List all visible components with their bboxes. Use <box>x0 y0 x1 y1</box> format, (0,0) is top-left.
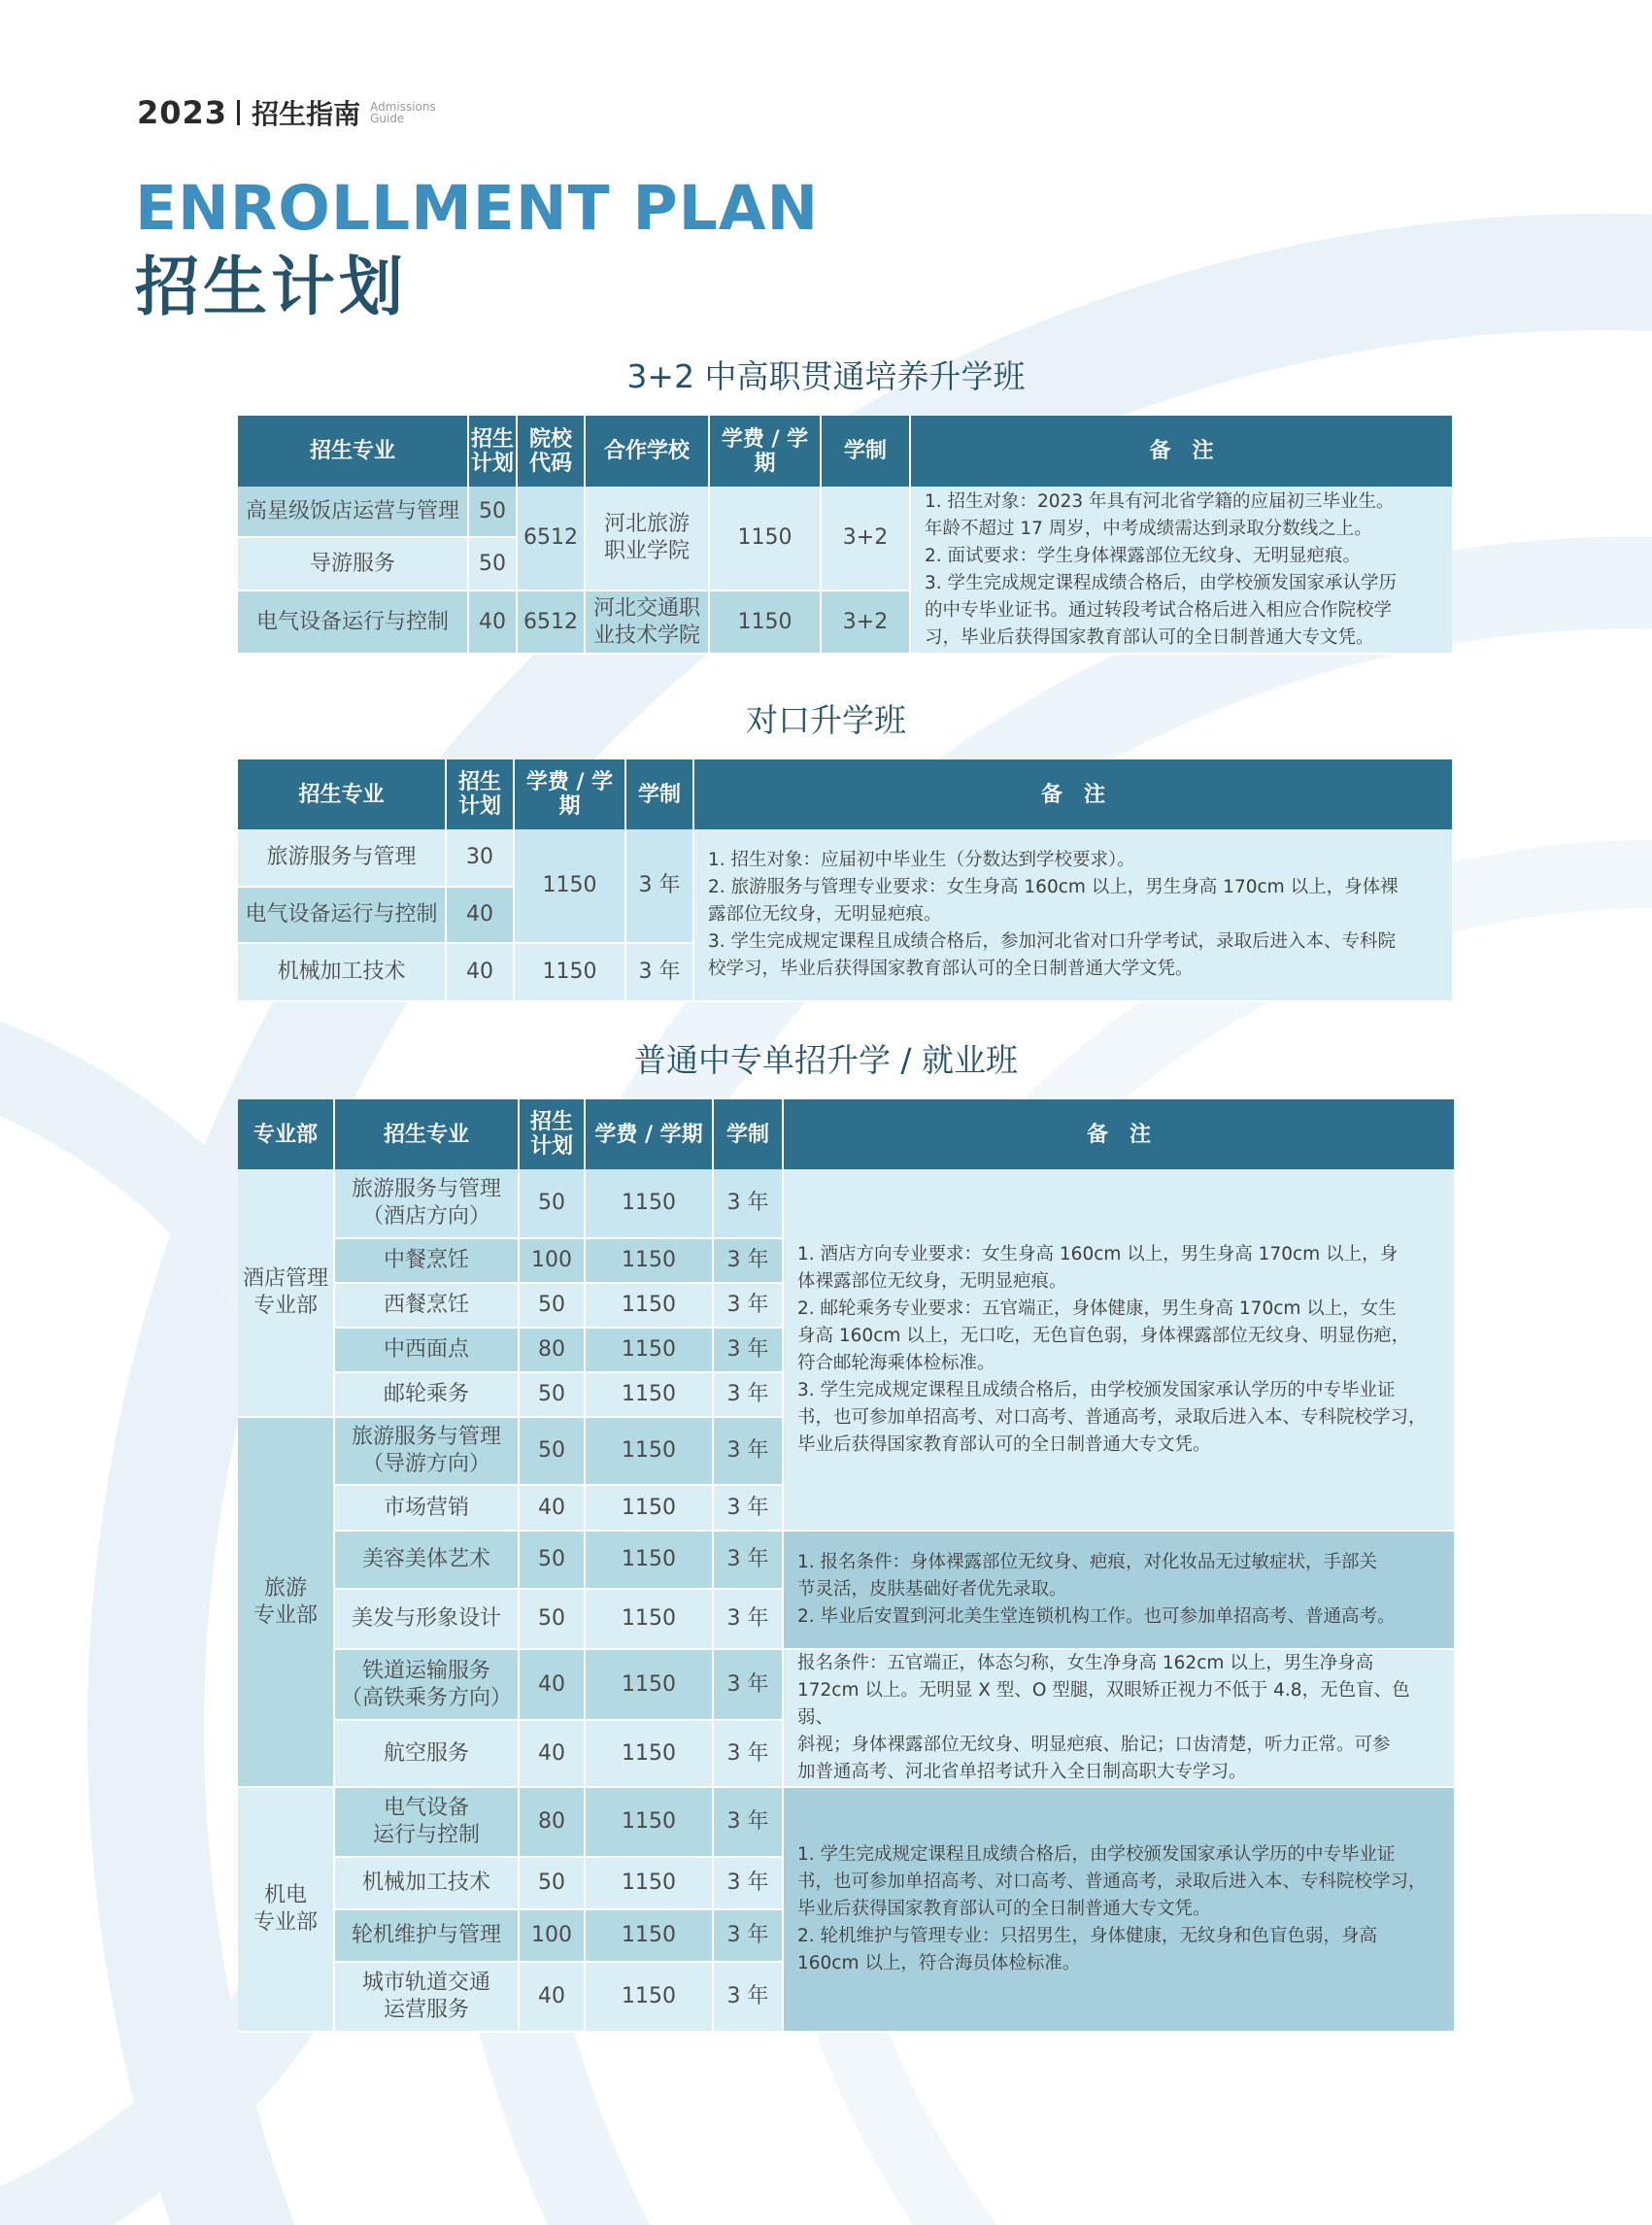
cell-plan: 50 <box>520 1284 586 1329</box>
section3-title: 普通中专单招升学 / 就业班 <box>633 1041 1019 1079</box>
cell-major: 导游服务 <box>238 538 469 591</box>
header-guide-en-2: Guide <box>370 112 405 125</box>
table-header-row <box>238 759 1452 829</box>
cell-fee: 1150 <box>515 829 626 944</box>
cell-system: 3 年 <box>626 829 694 944</box>
cell-system: 3 年 <box>714 1858 784 1910</box>
cell-system: 3 年 <box>714 1590 784 1650</box>
cell-major: 轮机维护与管理 <box>335 1910 520 1963</box>
cell-code: 6512 <box>518 487 586 591</box>
cell-fee: 1150 <box>710 487 822 591</box>
cell-plan: 40 <box>447 888 515 944</box>
section3-table <box>238 1099 1454 2033</box>
running-header <box>137 93 436 132</box>
header-divider <box>237 100 240 125</box>
cell-partner: 河北交通职 业技术学院 <box>586 591 710 655</box>
section3-note-beauty <box>784 1532 1454 1650</box>
cell-system: 3 年 <box>714 1418 784 1486</box>
note-line: 斜视；身体裸露部位无纹身、明显疤痕、胎记；口齿清楚，听力正常。可参 <box>797 1735 1391 1755</box>
header-guide-en <box>370 101 436 124</box>
page-title-cn: 招生计划 <box>135 250 407 324</box>
col-note: 备 注 <box>694 759 1452 829</box>
note-line: 书，也可参加单招高考、对口高考、普通高考，录取后进入本、专科院校学习， <box>797 1406 1427 1428</box>
section2-title: 对口升学班 <box>746 701 906 739</box>
note-line: 加普通高考、河北省单招考试升入全日制高职大专学习。 <box>797 1762 1247 1782</box>
col-major: 招生专业 <box>238 416 469 487</box>
cell-fee: 1150 <box>586 1418 714 1486</box>
cell-major: 机械加工技术 <box>335 1858 520 1910</box>
table-row <box>238 1532 1454 1590</box>
note-line: 2. 轮机维护与管理专业：只招男生，身体健康，无纹身和色盲色弱，身高 <box>797 1926 1378 1946</box>
cell-system: 3 年 <box>714 1963 784 2033</box>
note-line: 2. 面试要求：学生身体裸露部位无纹身、无明显疤痕。 <box>925 545 1362 566</box>
dept-hotel: 酒店管理 专业部 <box>238 1169 335 1418</box>
note-line: 1. 学生完成规定课程且成绩合格后，由学校颁发国家承认学历的中专毕业证 <box>797 1844 1396 1865</box>
cell-plan: 50 <box>520 1858 586 1910</box>
dept-electromech: 机电 专业部 <box>238 1788 335 2033</box>
cell-code: 6512 <box>518 591 586 655</box>
cell-major: 美发与形象设计 <box>335 1590 520 1650</box>
section2-table <box>238 759 1452 1002</box>
cell-plan: 50 <box>520 1532 586 1590</box>
cell-major: 电气设备 运行与控制 <box>335 1788 520 1858</box>
section1-note <box>911 487 1452 655</box>
cell-major: 市场营销 <box>335 1486 520 1532</box>
col-fee: 学费 / 学期 <box>586 1099 714 1169</box>
col-note: 备 注 <box>911 416 1452 487</box>
section3-note-hotel <box>784 1169 1454 1532</box>
cell-system: 3+2 <box>822 487 911 591</box>
col-plan: 招生 计划 <box>447 759 515 829</box>
cell-plan: 40 <box>520 1486 586 1532</box>
note-line: 体裸露部位无纹身，无明显疤痕。 <box>797 1270 1067 1292</box>
cell-major: 美容美体艺术 <box>335 1532 520 1590</box>
cell-system: 3 年 <box>714 1650 784 1721</box>
cell-major: 中餐烹饪 <box>335 1239 520 1284</box>
col-fee: 学费 / 学期 <box>515 759 626 829</box>
col-partner: 合作学校 <box>586 416 710 487</box>
cell-plan: 40 <box>469 591 518 655</box>
note-line: 书，也可参加单招高考、对口高考、普通高考，录取后进入本、专科院校学习， <box>797 1871 1427 1892</box>
cell-fee: 1150 <box>586 1373 714 1418</box>
cell-plan: 80 <box>520 1329 586 1373</box>
note-line: 2. 旅游服务与管理专业要求：女生身高 160cm 以上，男生身高 170cm 以上，身体裸 <box>708 877 1399 897</box>
cell-plan: 100 <box>520 1910 586 1963</box>
cell-plan: 100 <box>520 1239 586 1284</box>
cell-fee: 1150 <box>586 1650 714 1721</box>
cell-system: 3 年 <box>714 1169 784 1239</box>
note-line: 习，毕业后获得国家教育部认可的全日制普通大专文凭。 <box>925 626 1374 648</box>
col-system: 学制 <box>626 759 694 829</box>
cell-fee: 1150 <box>586 1284 714 1329</box>
note-line: 172cm 以上。无明显 X 型、O 型腿，双眼矫正视力不低于 4.8，无色盲、色弱、 <box>797 1680 1410 1728</box>
cell-fee: 1150 <box>586 1788 714 1858</box>
cell-system: 3 年 <box>714 1284 784 1329</box>
cell-fee: 1150 <box>586 1486 714 1532</box>
cell-major: 城市轨道交通 运营服务 <box>335 1963 520 2033</box>
note-line: 1. 报名条件：身体裸露部位无纹身、疤痕，对化妆品无过敏症状，手部关 <box>797 1552 1378 1572</box>
note-line: 3. 学生完成规定课程且成绩合格后，参加河北省对口升学考试，录取后进入本、专科院 <box>708 931 1397 952</box>
cell-plan: 50 <box>520 1169 586 1239</box>
note-line: 2. 邮轮乘务专业要求：五官端正，身体健康，男生身高 170cm 以上，女生 <box>797 1298 1397 1319</box>
cell-fee: 1150 <box>586 1329 714 1373</box>
table-row <box>238 1169 1454 1239</box>
table-header-row <box>238 1099 1454 1169</box>
section2-note <box>694 829 1452 1002</box>
cell-major: 电气设备运行与控制 <box>238 888 447 944</box>
cell-major: 旅游服务与管理 （导游方向） <box>335 1418 520 1486</box>
section1-title: 3+2 中高职贯通培养升学班 <box>626 357 1026 395</box>
cell-major: 邮轮乘务 <box>335 1373 520 1418</box>
col-plan: 招生 计划 <box>520 1099 586 1169</box>
cell-major: 高星级饭店运营与管理 <box>238 487 469 538</box>
note-line: 校学习，毕业后获得国家教育部认可的全日制普通大学文凭。 <box>708 959 1194 979</box>
cell-system: 3 年 <box>714 1329 784 1373</box>
note-line: 符合邮轮海乘体检标准。 <box>797 1352 995 1373</box>
col-system: 学制 <box>822 416 911 487</box>
col-fee: 学费 / 学期 <box>710 416 822 487</box>
cell-plan: 50 <box>520 1418 586 1486</box>
cell-plan: 50 <box>469 538 518 591</box>
cell-fee: 1150 <box>586 1910 714 1963</box>
cell-system: 3+2 <box>822 591 911 655</box>
cell-plan: 40 <box>447 944 515 1002</box>
page-title-en: ENROLLMENT PLAN <box>135 173 820 244</box>
header-guide-en-1: Admissions <box>370 100 436 114</box>
cell-system: 3 年 <box>714 1239 784 1284</box>
section3-note-electromech <box>784 1788 1454 2033</box>
note-line: 毕业后获得国家教育部认可的全日制普通大专文凭。 <box>797 1899 1211 1919</box>
cell-fee: 1150 <box>586 1532 714 1590</box>
note-line: 的中专毕业证书。通过转段考试合格后进入相应合作院校学 <box>925 599 1393 621</box>
section1-table <box>238 416 1452 655</box>
cell-major: 铁道运输服务 （高铁乘务方向） <box>335 1650 520 1721</box>
cell-fee: 1150 <box>586 1169 714 1239</box>
cell-fee: 1150 <box>586 1963 714 2033</box>
col-major: 招生专业 <box>238 759 447 829</box>
note-line: 2. 毕业后安置到河北美生堂连锁机构工作。也可参加单招高考、普通高考。 <box>797 1606 1396 1627</box>
note-line: 3. 学生完成规定课程且成绩合格后，由学校颁发国家承认学历的中专毕业证 <box>797 1379 1396 1400</box>
col-dept: 专业部 <box>238 1099 335 1169</box>
col-system: 学制 <box>714 1099 784 1169</box>
note-line: 年龄不超过 17 周岁，中考成绩需达到录取分数线之上。 <box>925 518 1372 539</box>
dept-tourism: 旅游 专业部 <box>238 1418 335 1788</box>
cell-plan: 40 <box>520 1721 586 1788</box>
cell-system: 3 年 <box>626 944 694 1002</box>
cell-plan: 50 <box>520 1590 586 1650</box>
table-row <box>238 1650 1454 1721</box>
cell-system: 3 年 <box>714 1373 784 1418</box>
cell-system: 3 年 <box>714 1721 784 1788</box>
cell-fee: 1150 <box>586 1858 714 1910</box>
cell-major: 电气设备运行与控制 <box>238 591 469 655</box>
note-line: 1. 招生对象：2023 年具有河北省学籍的应届初三毕业生。 <box>925 490 1395 512</box>
cell-major: 西餐烹饪 <box>335 1284 520 1329</box>
cell-system: 3 年 <box>714 1532 784 1590</box>
note-line: 3. 学生完成规定课程成绩合格后，由学校颁发国家承认学历 <box>925 572 1398 593</box>
col-major: 招生专业 <box>335 1099 520 1169</box>
cell-plan: 30 <box>447 829 515 888</box>
cell-plan: 50 <box>469 487 518 538</box>
note-line: 露部位无纹身，无明显疤痕。 <box>708 904 942 925</box>
cell-fee: 1150 <box>586 1239 714 1284</box>
cell-plan: 50 <box>520 1373 586 1418</box>
table-header-row <box>238 416 1452 487</box>
cell-system: 3 年 <box>714 1486 784 1532</box>
cell-fee: 1150 <box>515 944 626 1002</box>
cell-fee: 1150 <box>710 591 822 655</box>
header-guide-label: 招生指南 <box>252 98 361 130</box>
table-row <box>238 829 1452 888</box>
table-row <box>238 487 1452 538</box>
col-note: 备 注 <box>784 1099 1454 1169</box>
cell-major: 中西面点 <box>335 1329 520 1373</box>
note-line: 节灵活，皮肤基础好者优先录取。 <box>797 1579 1067 1600</box>
cell-plan: 40 <box>520 1650 586 1721</box>
note-line: 身高 160cm 以上，无口吃，无色盲色弱，身体裸露部位无纹身、明显伤疤， <box>797 1325 1410 1346</box>
section3-note-rail <box>784 1650 1454 1788</box>
cell-major: 旅游服务与管理 <box>238 829 447 888</box>
col-code: 院校 代码 <box>518 416 586 487</box>
cell-plan: 80 <box>520 1788 586 1858</box>
note-line: 1. 招生对象：应届初中毕业生（分数达到学校要求）。 <box>708 850 1135 870</box>
header-year: 2023 <box>137 94 228 131</box>
col-plan: 招生 计划 <box>469 416 518 487</box>
cell-fee: 1150 <box>586 1721 714 1788</box>
cell-partner: 河北旅游 职业学院 <box>586 487 710 591</box>
cell-major: 机械加工技术 <box>238 944 447 1002</box>
cell-major: 航空服务 <box>335 1721 520 1788</box>
cell-system: 3 年 <box>714 1910 784 1963</box>
cell-fee: 1150 <box>586 1590 714 1650</box>
cell-major: 旅游服务与管理 （酒店方向） <box>335 1169 520 1239</box>
note-line: 报名条件：五官端正，体态匀称，女生净身高 162cm 以上，男生净身高 <box>797 1653 1374 1673</box>
note-line: 毕业后获得国家教育部认可的全日制普通大专文凭。 <box>797 1433 1211 1455</box>
note-line: 160cm 以上，符合海员体检标准。 <box>797 1953 1081 1973</box>
cell-plan: 40 <box>520 1963 586 2033</box>
table-row <box>238 1788 1454 1858</box>
note-line: 1. 酒店方向专业要求：女生身高 160cm 以上，男生身高 170cm 以上，身 <box>797 1243 1399 1264</box>
cell-system: 3 年 <box>714 1788 784 1858</box>
